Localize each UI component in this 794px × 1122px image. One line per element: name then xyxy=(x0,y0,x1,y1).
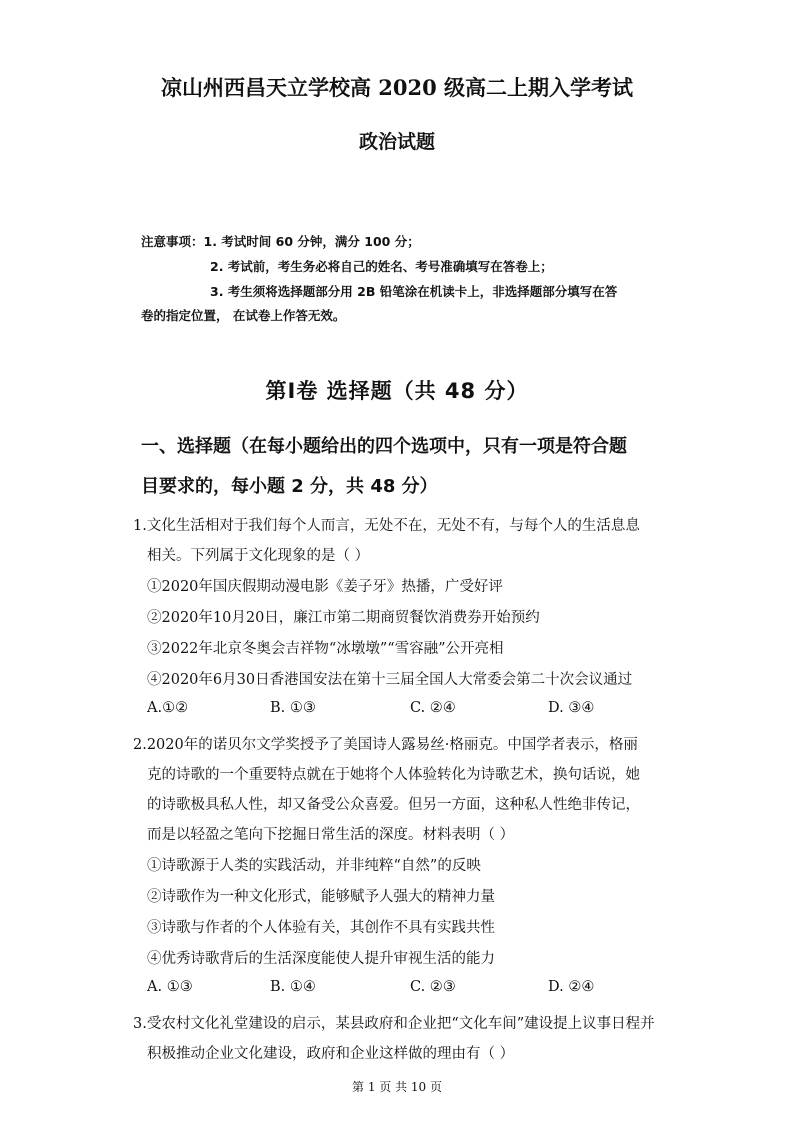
option-d: D. ③④ xyxy=(548,700,595,716)
choice-item: ③诗歌与作者的个人体验有关，其创作不具有实践共性 xyxy=(147,920,495,936)
option-b: B. ①④ xyxy=(270,979,316,995)
question-text: 而是以轻盈之笔向下挖掘日常生活的深度。材料表明（ ） xyxy=(147,827,515,843)
section-instruction-line-1: 一、选择题（在每小题给出的四个选项中，只有一项是符合题 xyxy=(141,436,627,457)
option-a: A. ①③ xyxy=(147,979,193,995)
choice-item: ④2020年6月30日香港国安法在第十三届全国人大常委会第二十次会议通过 xyxy=(147,672,633,688)
question-text: 相关。下列属于文化现象的是（ ） xyxy=(147,548,370,564)
question-text: 2.2020年的诺贝尔文学奖授予了美国诗人露易丝·格丽克。中国学者表示，格丽 xyxy=(133,737,638,753)
section-title: 第Ⅰ卷 选择题（共 48 分） xyxy=(265,379,529,403)
option-c: C. ②③ xyxy=(410,979,456,995)
question-text: 积极推动企业文化建设，政府和企业这样做的理由有（ ） xyxy=(147,1046,515,1062)
notice-line-3: 3. 考生须将选择题部分用 2B 铅笔涂在机读卡上，非选择题部分填写在答 xyxy=(210,284,618,299)
option-d: D. ②④ xyxy=(548,979,595,995)
question-text: 1.文化生活相对于我们每个人而言，无处不在，无处不有，与每个人的生活息息 xyxy=(133,518,640,534)
choice-item: ③2022年北京冬奥会吉祥物“冰墩墩”“雪容融”公开亮相 xyxy=(147,641,504,657)
notice-line-2: 2. 考试前，考生务必将自己的姓名、考号准确填写在答卷上； xyxy=(210,259,553,274)
section-instruction-line-2: 目要求的，每小题 2 分，共 48 分） xyxy=(141,476,438,497)
choice-item: ②2020年10月20日，廉江市第二期商贸餐饮消费券开始预约 xyxy=(147,610,540,626)
exam-subject: 政治试题 xyxy=(358,131,435,153)
question-text: 3.受农村文化礼堂建设的启示，某县政府和企业把“文化车间”建设提上议事日程并 xyxy=(133,1016,655,1032)
notice-line-1: 注意事项：1. 考试时间 60 分钟，满分 100 分； xyxy=(141,234,420,249)
choice-item: ①诗歌源于人类的实践活动，并非纯粹“自然”的反映 xyxy=(147,858,481,874)
page-number: 第 1 页 共 10 页 xyxy=(352,1080,442,1094)
option-c: C. ②④ xyxy=(410,700,456,716)
choice-item: ④优秀诗歌背后的生活深度能使人提升审视生活的能力 xyxy=(147,951,495,967)
choice-item: ②诗歌作为一种文化形式，能够赋予人强大的精神力量 xyxy=(147,889,495,905)
question-text: 克的诗歌的一个重要特点就在于她将个人体验转化为诗歌艺术，换句话说，她 xyxy=(147,767,640,783)
exam-title: 凉山州西昌天立学校高 2020 级高二上期入学考试 xyxy=(160,75,634,100)
notice-line-4: 卷的指定位置， 在试卷上作答无效。 xyxy=(141,308,346,323)
option-a: A.①② xyxy=(147,700,189,716)
question-text: 的诗歌极具私人性，却又备受公众喜爱。但另一方面，这种私人性绝非传记， xyxy=(147,797,640,813)
option-b: B. ①③ xyxy=(270,700,316,716)
choice-item: ①2020年国庆假期动漫电影《姜子牙》热播，广受好评 xyxy=(147,579,503,595)
